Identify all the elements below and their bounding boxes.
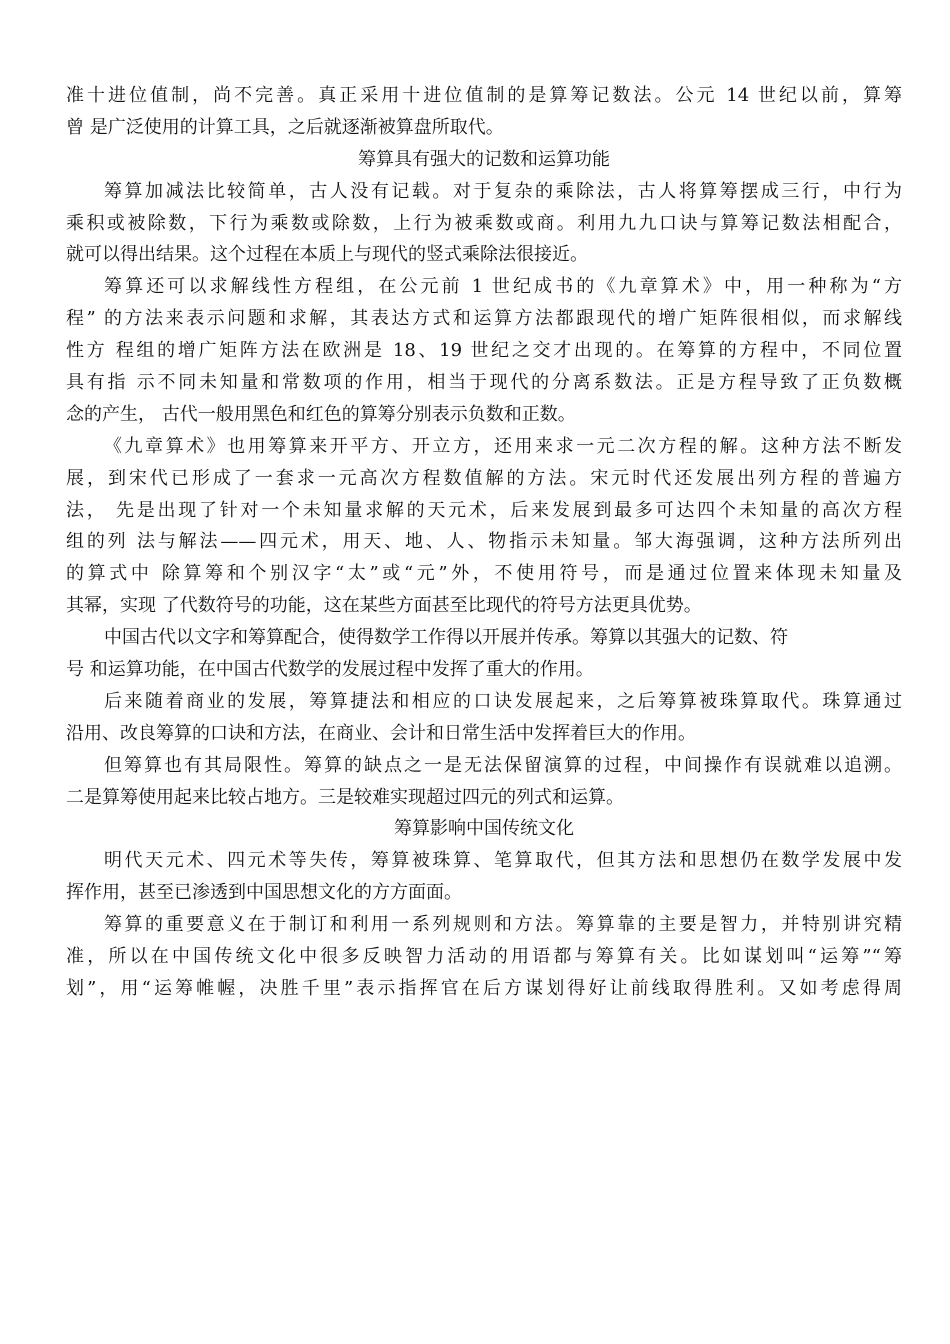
text-line: 准十进位值制，尚不完善。真正采用十进位值制的是算筹记数法。公元 14 世纪以前，算筹 xyxy=(66,85,902,106)
text-line: 筹算还可以求解线性方程组，在公元前 1 世纪成书的《九章算术》中，用一种称为“方 xyxy=(104,276,902,298)
text-line: 具有指 示不同未知量和常数项的作用，相当于现代的分离系数法。正是方程导致了正负数概 xyxy=(66,372,902,394)
text-line: 筹算加减法比较简单，古人没有记载。对于复杂的乘除法，古人将算筹摆成三行，中行为 xyxy=(104,180,902,202)
text-line: 二是算筹使用起来比较占地方。三是较难实现超过四元的列式和运算。 xyxy=(66,786,624,808)
text-line: 乘积或被除数，下行为乘数或除数，上行为被乘数或商。利用九九口诀与算筹记数法相配合， xyxy=(66,212,902,234)
text-line: 但筹算也有其局限性。筹算的缺点之一是无法保留演算的过程，中间操作有误就难以追溯。 xyxy=(104,754,902,776)
text-line: 曾 是广泛使用的计算工具，之后就逐渐被算盘所取代。 xyxy=(66,116,504,138)
section-heading: 筹算具有强大的记数和运算功能 xyxy=(358,148,610,170)
text-line: 组的列 法与解法——四元术，用天、地、人、物指示未知量。邹大海强调，这种方法所列出 xyxy=(66,531,902,553)
text-line: 后来随着商业的发展，筹算捷法和相应的口诀发展起来，之后筹算被珠算取代。珠算通过 xyxy=(104,690,902,712)
text-line: 《九章算术》也用筹算来开平方、开立方，还用来求一元二次方程的解。这种方法不断发 xyxy=(104,435,902,457)
text-line: 的算式中 除算筹和个别汉字“太”或“元”外，不使用符号，而是通过位置来体现未知量及 xyxy=(66,563,902,585)
text-line: 号 和运算功能，在中国古代数学的发展过程中发挥了重大的作用。 xyxy=(66,659,594,681)
text-line: 程” 的方法来表示问题和求解，其表达方式和运算方法都跟现代的增广矩阵很相似，而求解线 xyxy=(66,308,902,330)
text-line: 念的产生， 古代一般用黑色和红色的算筹分别表示负数和正数。 xyxy=(66,403,576,425)
text-line: 筹算的重要意义在于制订和利用一系列规则和方法。筹算靠的主要是智力，并特别讲究精 xyxy=(104,914,902,936)
text-line: 展，到宋代已形成了一套求一元高次方程数值解的方法。宋元时代还发展出列方程的普遍方 xyxy=(66,467,902,489)
text-line: 沿用、改良筹算的口诀和方法，在商业、会计和日常生活中发挥着巨大的作用。 xyxy=(66,722,696,744)
text-line: 性方 程组的增广矩阵方法在欧洲是 18、19 世纪之交才出现的。在筹算的方程中，不同位置 xyxy=(66,340,902,362)
text-line: 划”，用“运筹帷幄，决胜千里”表示指挥官在后方谋划得好让前线取得胜利。又如考虑得周 xyxy=(66,977,902,999)
text-line: 明代天元术、四元术等失传，筹算被珠算、笔算取代，但其方法和思想仍在数学发展中发 xyxy=(104,850,902,872)
document-page xyxy=(66,80,902,1005)
section-heading: 筹算影响中国传统文化 xyxy=(394,818,574,840)
text-line: 就可以得出结果。这个过程在本质上与现代的竖式乘除法很接近。 xyxy=(66,244,588,266)
text-line: 中国古代以文字和筹算配合，使得数学工作得以开展并传承。筹算以其强大的记数、符 xyxy=(104,627,788,649)
text-line: 准，所以在中国传统文化中很多反映智力活动的用语都与筹算有关。比如谋划叫“运筹”“筹 xyxy=(66,946,902,968)
text-line: 挥作用，甚至已渗透到中国思想文化的方方面面。 xyxy=(66,882,462,904)
text-line: 法， 先是出现了针对一个未知量求解的天元术，后来发展到最多可达四个未知量的高次方程 xyxy=(66,499,902,521)
text-line: 其幂，实现 了代数符号的功能，这在某些方面甚至比现代的符号方法更具优势。 xyxy=(66,595,702,617)
